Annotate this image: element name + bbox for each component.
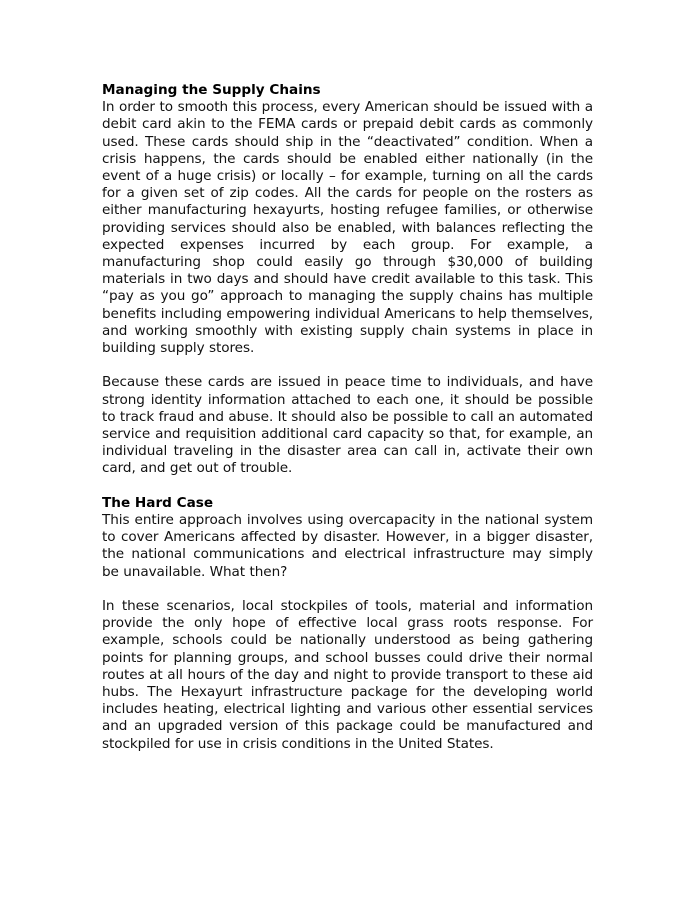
section-heading-supply-chains: Managing the Supply Chains [102,82,321,98]
section-heading-hard-case: The Hard Case [102,494,214,511]
document-body [102,82,593,753]
section-spacer [102,478,593,495]
paragraph-local-stockpiles: In these scenarios, local stockpiles of tools, material and information provide the only hope of effective local grass roots response. For example, schools could be nationally understood as being gathering points for planning groups, and school busses could drive their normal routes at all hours of the day and night to provide transport to these aid hubs. The Hexayurt infrastructure package for the developing world includes heating, electrical lighting and various other essential services and an upgraded version of this package could be manufactured and stockpiled for use in crisis conditions in the United States. [102,598,593,752]
paragraph-spacer [102,581,593,598]
paragraph-spacer [102,357,593,374]
paragraph-overcapacity: This entire approach involves using overcapacity in the national system to cover Americans affected by disaster. However, in a bigger disaster, the national communications and electrical infrastructure may simply be unavailable. What then? [102,512,593,580]
paragraph-fraud-tracking: Because these cards are issued in peace time to individuals, and have strong identity information attached to each one, it should be possible to track fraud and abuse. It should also be possible to call an automated service and requisition additional card capacity so that, for example, an individual traveling in the disaster area can call in, activate their own card, and get out of trouble. [102,374,594,477]
paragraph-debit-cards: In order to smooth this process, every American should be issued with a debit card akin to the FEMA cards or prepaid debit cards as commonly used. These cards should ship in the “deactivated” condition. When a crisis happens, the cards should be enabled either nationally (in the event of a huge crisis) or locally – for example, turning on all the cards for a given set of zip codes. All the cards for people on the rosters as either manufacturing hexayurts, hosting refugee families, or otherwise providing services should also be enabled, with balances reflecting the expected expenses incurred by each group. For example, a manufacturing shop could easily go through $30,000 of building materials in two days and should have credit available to this task. This “pay as you go” approach to managing the supply chains has multiple benefits including empowering individual Americans to help themselves, and working smoothly with existing supply chain systems in place in building supply stores. [102,99,593,357]
